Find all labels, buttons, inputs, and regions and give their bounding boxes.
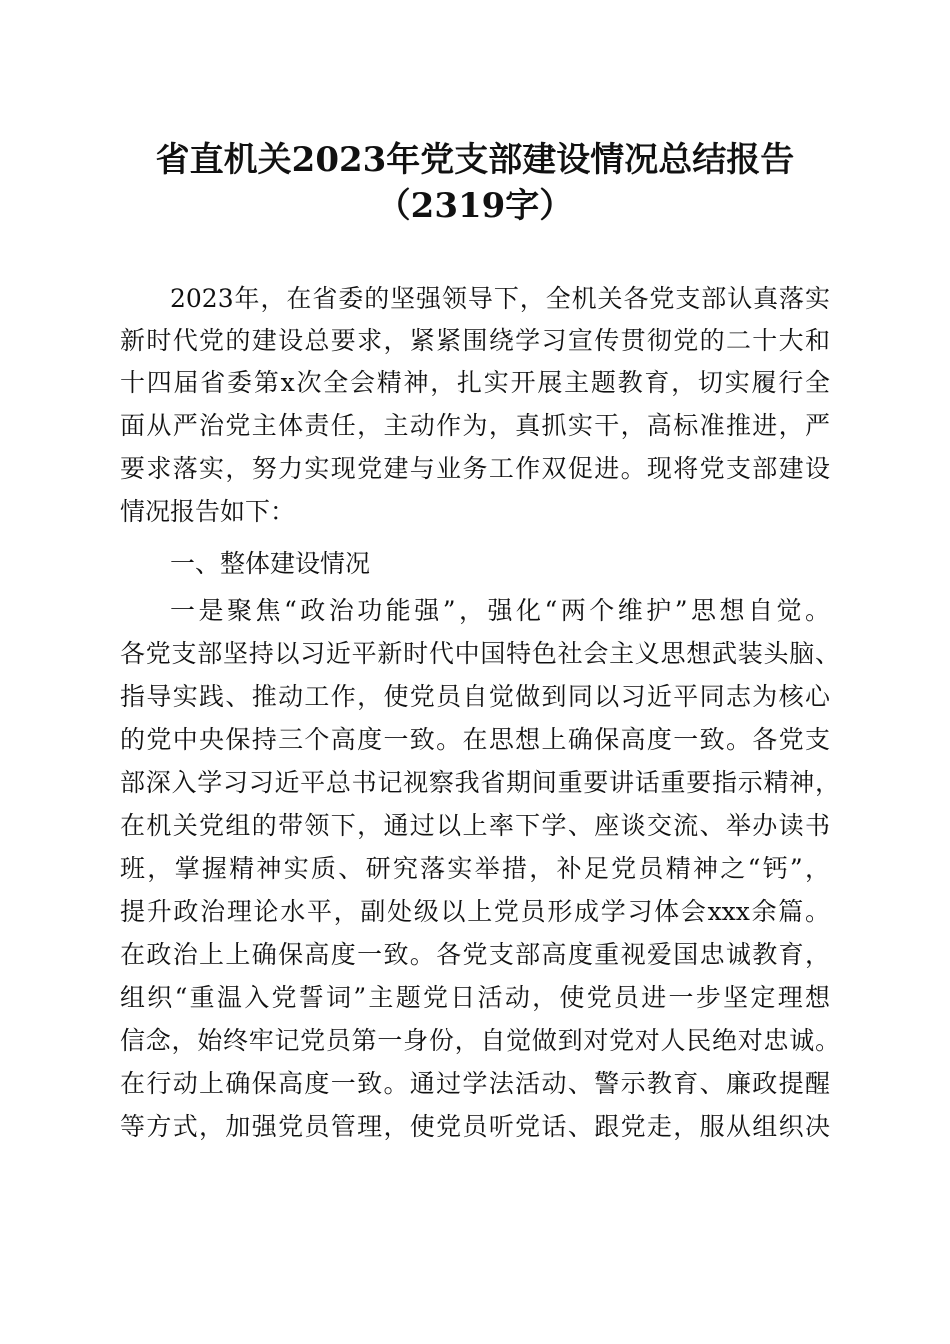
paragraph-line: 一是聚焦“政治功能强”，强化“两个维护”思想自觉。: [170, 596, 830, 625]
paragraph-line: 在政治上上确保高度一致。各党支部高度重视爱国忠诚教育，: [120, 940, 830, 969]
paragraph-line: 等方式，加强党员管理，使党员听党话、跟党走，服从组织决: [120, 1112, 830, 1141]
paragraph-line: 提升政治理论水平，副处级以上党员形成学习体会xxx余篇。: [120, 897, 830, 926]
paragraph-line: 十四届省委第x次全会精神，扎实开展主题教育，切实履行全: [120, 368, 830, 397]
paragraph-line: 在机关党组的带领下，通过以上率下学、座谈交流、举办读书: [120, 811, 830, 840]
paragraph-line: 部深入学习习近平总书记视察我省期间重要讲话重要指示精神，: [120, 768, 840, 797]
paragraph-line: 的党中央保持三个高度一致。在思想上确保高度一致。各党支: [120, 725, 830, 754]
paragraph-line: 2023年，在省委的坚强领导下，全机关各党支部认真落实: [170, 284, 830, 313]
paragraph-line: 要求落实，努力实现党建与业务工作双促进。现将党支部建设: [120, 454, 830, 483]
document-title: 省直机关2023年党支部建设情况总结报告: [155, 140, 795, 180]
paragraph-line: 指导实践、推动工作，使党员自觉做到同以习近平同志为核心: [120, 682, 830, 711]
paragraph-line: 在行动上确保高度一致。通过学法活动、警示教育、廉政提醒: [120, 1069, 830, 1098]
paragraph-line: 信念，始终牢记党员第一身份，自觉做到对党对人民绝对忠诚。: [120, 1026, 840, 1055]
document-subtitle: （2319字）: [376, 186, 574, 226]
paragraph-line: 各党支部坚持以习近平新时代中国特色社会主义思想武装头脑、: [120, 639, 840, 668]
paragraph-line: 组织“重温入党誓词”主题党日活动，使党员进一步坚定理想: [120, 983, 830, 1012]
section-heading: 一、整体建设情况: [170, 549, 371, 578]
paragraph-line: 新时代党的建设总要求，紧紧围绕学习宣传贯彻党的二十大和: [120, 326, 830, 355]
paragraph-line: 面从严治党主体责任，主动作为，真抓实干，高标准推进，严: [120, 411, 830, 440]
paragraph-line: 情况报告如下：: [120, 497, 296, 526]
paragraph-line: 班，掌握精神实质、研究落实举措，补足党员精神之“钙”，: [120, 854, 830, 883]
